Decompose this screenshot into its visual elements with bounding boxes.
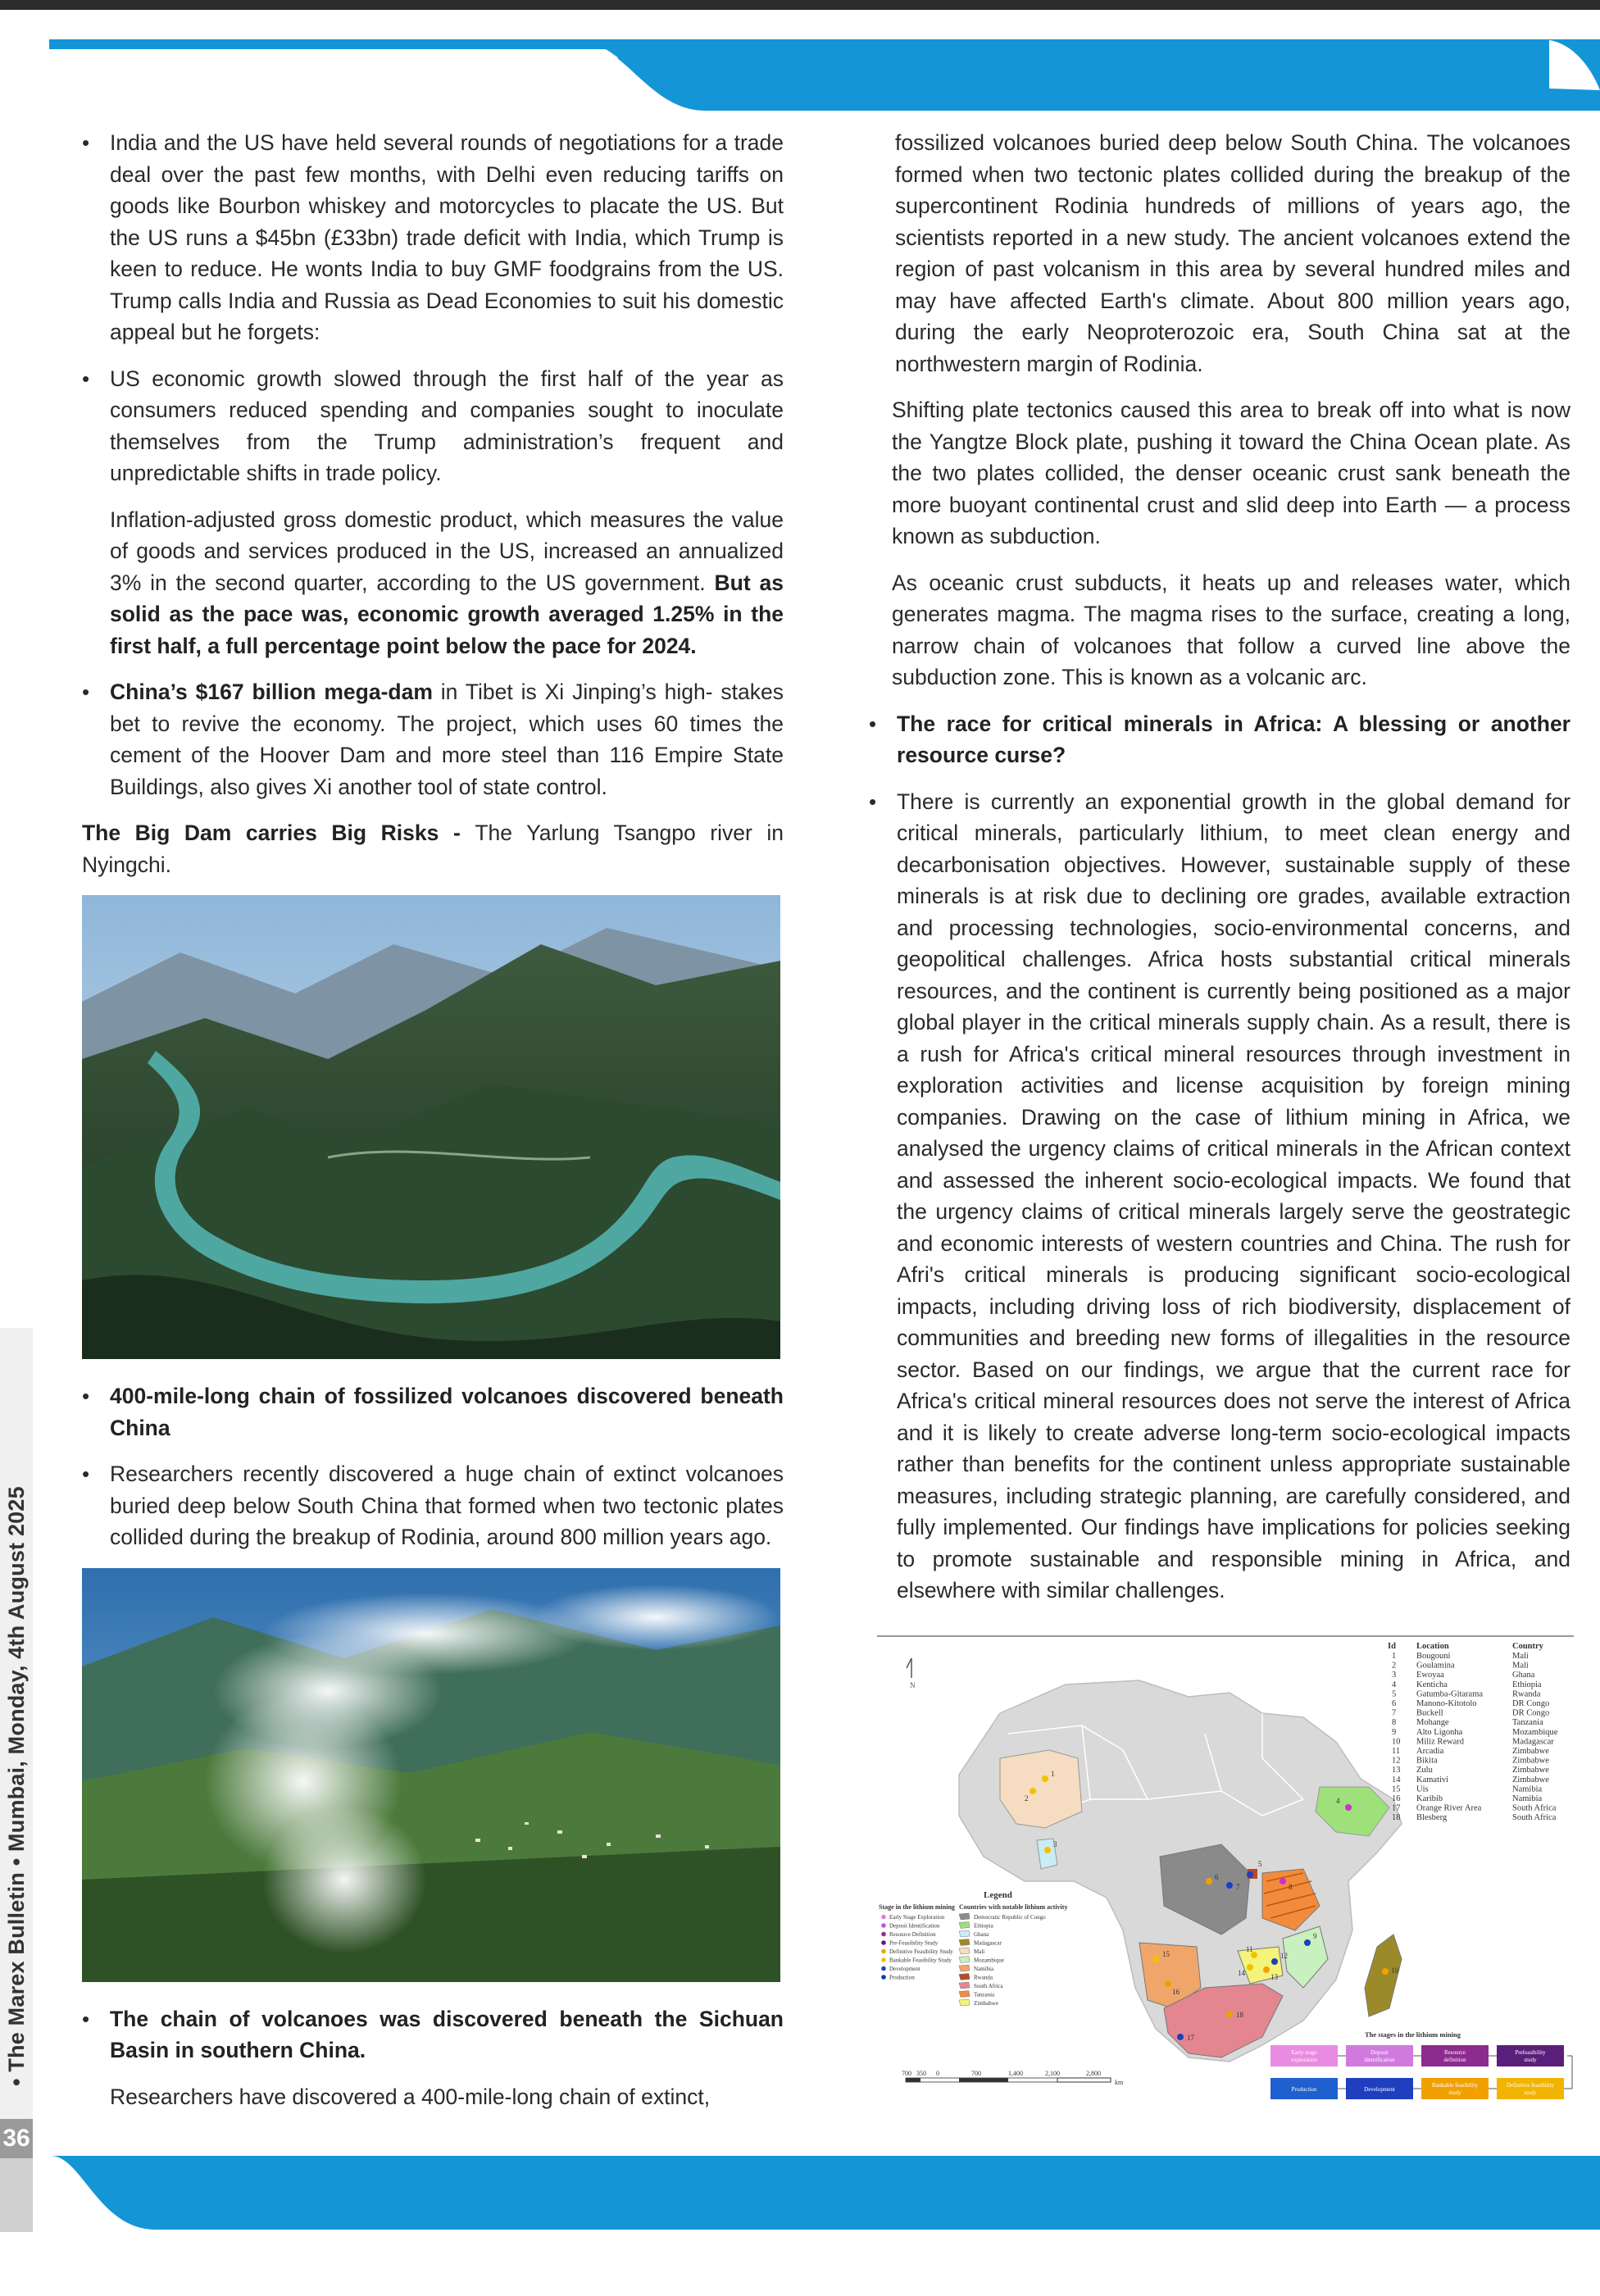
table-cell-location: Mohange: [1416, 1718, 1449, 1728]
legend-stage-label: Early Stage Exploration: [889, 1914, 945, 1921]
table-cell-location: Kamativi: [1416, 1775, 1449, 1785]
side-publication-text: • The Marex Bulletin • Mumbai, Monday, 4th August 2025: [4, 1486, 29, 2086]
legend-country-label: Madagascar: [974, 1939, 1002, 1947]
legend-stage-dot-icon: [881, 1923, 886, 1928]
table-cell-location: Orange River Area: [1416, 1803, 1482, 1813]
table-cell-country: Mozambique: [1512, 1727, 1558, 1737]
scale-label: 2,100: [1045, 2070, 1060, 2077]
svg-text:1: 1: [1051, 1770, 1055, 1778]
svg-text:km: km: [1115, 2079, 1124, 2086]
legend-stage-label: Production: [889, 1974, 915, 1981]
stage-box-label: Bankable feasibility study: [1431, 2082, 1479, 2096]
legend-country-swatch: [959, 1957, 970, 1963]
table-cell-id: 2: [1392, 1661, 1397, 1671]
table-cell-id: 16: [1392, 1794, 1401, 1803]
table-cell-id: 18: [1392, 1813, 1401, 1823]
paragraph-fossilized-volcanoes: fossilized volcanoes buried deep below South China. The volcanoes formed when two tectonic plates collided during the breakup of the supercontinent Rodinia hundreds of millions of years ago, the scientists reported in a new study. The ancient volcanoes extend the region of past volcanism in this area by several hundred miles and may have affected Earth's climate. About 800 million years ago, during the early Neoproterozoic era, South China sat at the northwestern margin of Rodinia.: [895, 130, 1570, 376]
legend-country-swatch: [959, 1965, 970, 1971]
stage-box-label: Early stage exploration: [1291, 2049, 1317, 2063]
stage-box: [1497, 2078, 1564, 2099]
table-cell-country: Ethiopia: [1512, 1680, 1542, 1689]
photo-cloud-valley: [82, 1568, 780, 1982]
legend-country-label: Mali: [974, 1948, 985, 1955]
paragraph-400-mile: Researchers have discovered a 400-mile-long chain of extinct,: [110, 2084, 711, 2109]
scale-label: 2,800: [1086, 2070, 1101, 2077]
legend-country-label: South Africa: [974, 1983, 1003, 1989]
table-cell-country: Zimbabwe: [1512, 1766, 1549, 1775]
legend-country-swatch: [959, 1939, 970, 1946]
table-cell-id: 8: [1392, 1718, 1397, 1728]
svg-text:17: 17: [1187, 2034, 1194, 2042]
legend-country-label: Namibia: [974, 1966, 994, 1972]
right-column: [869, 127, 1570, 1621]
bullet-india-us: • India and the US have held several rounds of negotiations for a trade deal over the past few months, with Delhi even reducing tariffs on goods like Bourbon whiskey and motorcycles to placate the US. But the US runs a $45bn (£33bn) trade deficit with India, which Trump is keen to reduce. He wonts India to buy GMF foodgrains from the US. Trump calls India and Russia as Dead Economies to suit his domestic appeal but he forgets:: [82, 127, 784, 348]
stage-box-label: Prefeasibility study: [1515, 2049, 1546, 2063]
table-cell-id: 10: [1392, 1737, 1401, 1747]
left-column: [82, 127, 784, 2127]
stage-box: [1497, 2045, 1564, 2066]
legend-stage-dot-icon: [881, 1949, 886, 1954]
table-cell-id: 9: [1392, 1727, 1397, 1737]
table-cell-location: Goulamina: [1416, 1661, 1455, 1671]
top-bar: [0, 0, 1600, 10]
table-cell-location: Manono-Kitotolo: [1416, 1699, 1477, 1708]
svg-text:Id: Id: [1388, 1642, 1396, 1651]
table-cell-id: 1: [1392, 1652, 1397, 1661]
svg-text:12: 12: [1280, 1952, 1288, 1960]
legend-country-label: Ethiopia: [974, 1922, 993, 1930]
legend-stage-label: Bankable Feasibility Study: [889, 1957, 952, 1964]
legend-country-swatch: [959, 1930, 970, 1937]
table-cell-location: Uis: [1416, 1785, 1429, 1794]
bullet-mega-dam: • China’s $167 billion mega-dam in Tibet is Xi Jinping’s high- stakes bet to revive the economy. The project, which uses 60 times the cement of the Hoover Dam and more steel than 116 Empire State Buildings, also gives Xi another tool of state control.: [82, 676, 784, 802]
footer-wave: [0, 2152, 1600, 2238]
paragraph-volcanic-arc: As oceanic crust subducts, it heats up and releases water, which generates magma. The magma rises to the surface, creating a long, narrow chain of volcanoes that follow a curved line above the subduction zone. This is known as a volcanic arc.: [892, 570, 1570, 689]
legend-country-label: Mozambique: [974, 1957, 1004, 1964]
legend-stage-label: Development: [889, 1966, 920, 1972]
table-cell-id: 12: [1392, 1756, 1401, 1766]
table-cell-country: Madagascar: [1512, 1737, 1554, 1747]
legend-country-label: Tanzania: [974, 1991, 995, 1998]
scale-label: 1,400: [1008, 2070, 1023, 2077]
legend-country-swatch: [959, 1948, 970, 1954]
svg-text:N: N: [910, 1681, 916, 1689]
photo-yarlung-tsangpo-river: [82, 895, 780, 1359]
stage-box: [1421, 2078, 1489, 2099]
legend-stage-label: Definitive Feasibility Study: [889, 1948, 953, 1955]
table-cell-id: 11: [1392, 1747, 1401, 1756]
svg-text:16: 16: [1172, 1988, 1180, 1996]
table-cell-location: Bougouni: [1416, 1652, 1451, 1661]
legend-country-swatch: [959, 1974, 970, 1980]
svg-text:3: 3: [1053, 1840, 1057, 1848]
legend-country-swatch: [959, 1982, 970, 1989]
legend-country-swatch: [959, 1922, 970, 1929]
table-cell-country: Namibia: [1512, 1785, 1543, 1794]
stage-box: [1346, 2045, 1413, 2066]
svg-text:Location: Location: [1416, 1642, 1449, 1651]
table-cell-location: Buckell: [1416, 1708, 1443, 1718]
table-cell-country: South Africa: [1512, 1813, 1557, 1823]
header-wave: [0, 33, 1600, 115]
scale-label: 700: [971, 2070, 981, 2077]
legend-stage-dot-icon: [881, 1932, 886, 1937]
table-cell-country: Zimbabwe: [1512, 1775, 1549, 1785]
svg-text:5: 5: [1258, 1860, 1262, 1868]
paragraph-big-dam: The Big Dam carries Big Risks - The Yarlung Tsangpo river in Nyingchi.: [82, 821, 784, 877]
legend-stage-dot-icon: [881, 1940, 886, 1945]
table-cell-id: 15: [1392, 1785, 1401, 1794]
table-cell-country: Rwanda: [1512, 1689, 1541, 1699]
table-cell-location: Alto Ligonha: [1416, 1727, 1463, 1737]
legend-country-swatch: [959, 1913, 970, 1920]
stage-box-label: Definitive feasibility study: [1506, 2082, 1555, 2096]
page-number-strip: [0, 2158, 33, 2232]
table-cell-location: Ewoyaa: [1416, 1671, 1444, 1680]
svg-text:11: 11: [1246, 1945, 1253, 1953]
table-cell-id: 5: [1392, 1689, 1397, 1699]
svg-text:13: 13: [1270, 1973, 1278, 1981]
legend-stage-label: Resource Definition: [889, 1931, 936, 1938]
africa-lithium-map: [877, 1635, 1574, 2119]
table-cell-id: 3: [1392, 1671, 1397, 1680]
table-cell-location: Karibib: [1416, 1794, 1443, 1803]
bullet-critical-minerals-body: • There is currently an exponential growth in the global demand for critical minerals, particularly lithium, to meet clean energy and decarbonisation objectives. However, sustainable supply of these minerals is at risk due to declining ore grades, available extraction and processing technologies, socio-environmental concerns, and geopolitical challenges. Africa hosts substantial critical minerals resources, and the continent is currently being positioned as a major global player in the critical minerals supply chain. As a result, there is a rush for Africa's critical mineral resources through investment in exploration activities and license acquisition by foreign mining companies. Drawing on the case of lithium mining in Africa, we analysed the urgency claims of critical minerals in the African context and assessed the inherent socio-ecological impacts. We found that the urgency claims of critical minerals largely serve the geostrategic and economic interests of western countries and China. The rush for Afri's critical minerals is producing significant socio-ecological impacts, including driving loss of rich biodiversity, displacement of communities and breeding new forms of illegalities in the resource sector. Based on our findings, we argue that the current race for Africa's critical mineral resources does not serve the interest of Africa and it is likely to create adverse long-term socio-ecological impacts rather than benefits for the continent unless appropriate sustainable measures, including strategic planning, are carefully considered, and fully implemented. Our findings have implications for policies seeking to promote sustainable and responsible mining in Africa, and elsewhere with similar challenges.: [869, 786, 1570, 1607]
svg-text:Legend: Legend: [984, 1890, 1012, 1900]
bullet-researchers: • Researchers recently discovered a huge chain of extinct volcanoes buried deep below South China that formed when two tectonic plates collided during the breakup of Rodinia, around 800 million years ago.: [82, 1458, 784, 1553]
svg-text:15: 15: [1162, 1950, 1170, 1958]
svg-text:9: 9: [1313, 1932, 1317, 1940]
svg-text:10: 10: [1391, 1966, 1398, 1975]
legend-country-swatch: [959, 1999, 970, 2006]
table-cell-country: Zimbabwe: [1512, 1747, 1549, 1756]
table-cell-country: Mali: [1512, 1661, 1529, 1671]
table-cell-location: Arcadia: [1416, 1747, 1444, 1756]
legend-stage-dot-icon: [881, 1975, 886, 1980]
legend-country-label: Zimbabwe: [974, 2000, 998, 2007]
table-cell-id: 14: [1392, 1775, 1401, 1785]
page-number: 36: [0, 2119, 33, 2158]
svg-text:2: 2: [1025, 1794, 1029, 1803]
table-cell-id: 7: [1392, 1708, 1397, 1718]
scale-label: 700: [902, 2070, 911, 2077]
map-mali: [1000, 1750, 1082, 1828]
svg-text:Countries with notable lithium: Countries with notable lithium activity: [959, 1903, 1068, 1911]
bullet-sichuan-basin: • The chain of volcanoes was discovered beneath the Sichuan Basin in southern China.: [82, 2003, 784, 2066]
table-cell-id: 17: [1392, 1803, 1401, 1813]
stage-box-label: Resource definition: [1443, 2049, 1466, 2063]
stage-box-label: Production: [1291, 2086, 1317, 2093]
table-cell-country: Zimbabwe: [1512, 1756, 1549, 1766]
table-cell-country: Namibia: [1512, 1794, 1543, 1803]
table-cell-id: 6: [1392, 1699, 1397, 1708]
legend-stage-dot-icon: [881, 1957, 886, 1962]
table-cell-location: Kenticha: [1416, 1680, 1448, 1689]
stage-box: [1421, 2045, 1489, 2066]
table-cell-country: Mali: [1512, 1652, 1529, 1661]
table-cell-country: DR Congo: [1512, 1699, 1550, 1708]
table-cell-country: Ghana: [1512, 1671, 1535, 1680]
table-cell-country: South Africa: [1512, 1803, 1557, 1813]
legend-stage-dot-icon: [881, 1915, 886, 1920]
legend-country-label: Democratic Republic of Congo: [974, 1914, 1046, 1921]
stage-box-label: Deposit identification: [1364, 2049, 1395, 2063]
paragraph-plate-tectonics: Shifting plate tectonics caused this area to break off into what is now the Yangtze Block plate, pushing it toward the China Ocean plate. As the two plates collided, the denser oceanic crust sank beneath the more buoyant continental crust and slid deep into Earth — a process known as subduction.: [892, 398, 1570, 548]
svg-text:Country: Country: [1512, 1642, 1543, 1651]
table-cell-location: Miliz Reward: [1416, 1737, 1465, 1747]
table-cell-id: 4: [1392, 1680, 1397, 1689]
scale-label: 350: [916, 2070, 926, 2077]
svg-text:6: 6: [1215, 1873, 1219, 1881]
table-cell-location: Gatumba-Gitarama: [1416, 1689, 1484, 1699]
svg-text:14: 14: [1238, 1969, 1245, 1977]
scale-label: 0: [936, 2070, 939, 2077]
legend-country-label: Rwanda: [974, 1974, 993, 1981]
svg-text:8: 8: [1289, 1883, 1293, 1891]
legend-stage-dot-icon: [881, 1966, 886, 1971]
table-cell-location: Bikita: [1416, 1756, 1438, 1766]
table-cell-location: Zulu: [1416, 1766, 1433, 1775]
svg-text:7: 7: [1236, 1883, 1240, 1891]
bullet-critical-minerals-heading: • The race for critical minerals in Africa: A blessing or another resource curse?: [869, 708, 1570, 771]
svg-text:Stage in the lithium mining: Stage in the lithium mining: [879, 1903, 955, 1911]
legend-stage-label: Pre-Feasibility Study: [889, 1939, 939, 1947]
table-cell-id: 13: [1392, 1766, 1401, 1775]
svg-text:18: 18: [1236, 2011, 1243, 2019]
svg-text:The stages in the lithium mini: The stages in the lithium mining: [1365, 2030, 1461, 2039]
table-cell-country: Tanzania: [1512, 1718, 1543, 1728]
stage-box: [1270, 2045, 1338, 2066]
svg-text:4: 4: [1336, 1797, 1340, 1805]
legend-country-swatch: [959, 1991, 970, 1998]
paragraph-gdp: Inflation-adjusted gross domestic product, which measures the value of goods and services produced in the US, increased an annualized 3% in the second quarter, according to the US government. But as solid as the pace was, economic growth averaged 1.25% in the first half, a full percentage point below the pace for 2024.: [110, 507, 784, 658]
stage-box-label: Development: [1364, 2086, 1395, 2093]
legend-stage-label: Deposit Identification: [889, 1922, 940, 1930]
table-cell-location: Blesberg: [1416, 1813, 1448, 1823]
legend-country-label: Ghana: [974, 1931, 989, 1938]
bullet-us-growth: • US economic growth slowed through the first half of the year as consumers reduced spending and companies sought to inoculate themselves from the Trump administration’s frequent and unpredictable shifts in trade policy.: [82, 363, 784, 489]
bullet-volcano-chain-heading: • 400-mile-long chain of fossilized volcanoes discovered beneath China: [82, 1380, 784, 1444]
table-cell-country: DR Congo: [1512, 1708, 1550, 1718]
